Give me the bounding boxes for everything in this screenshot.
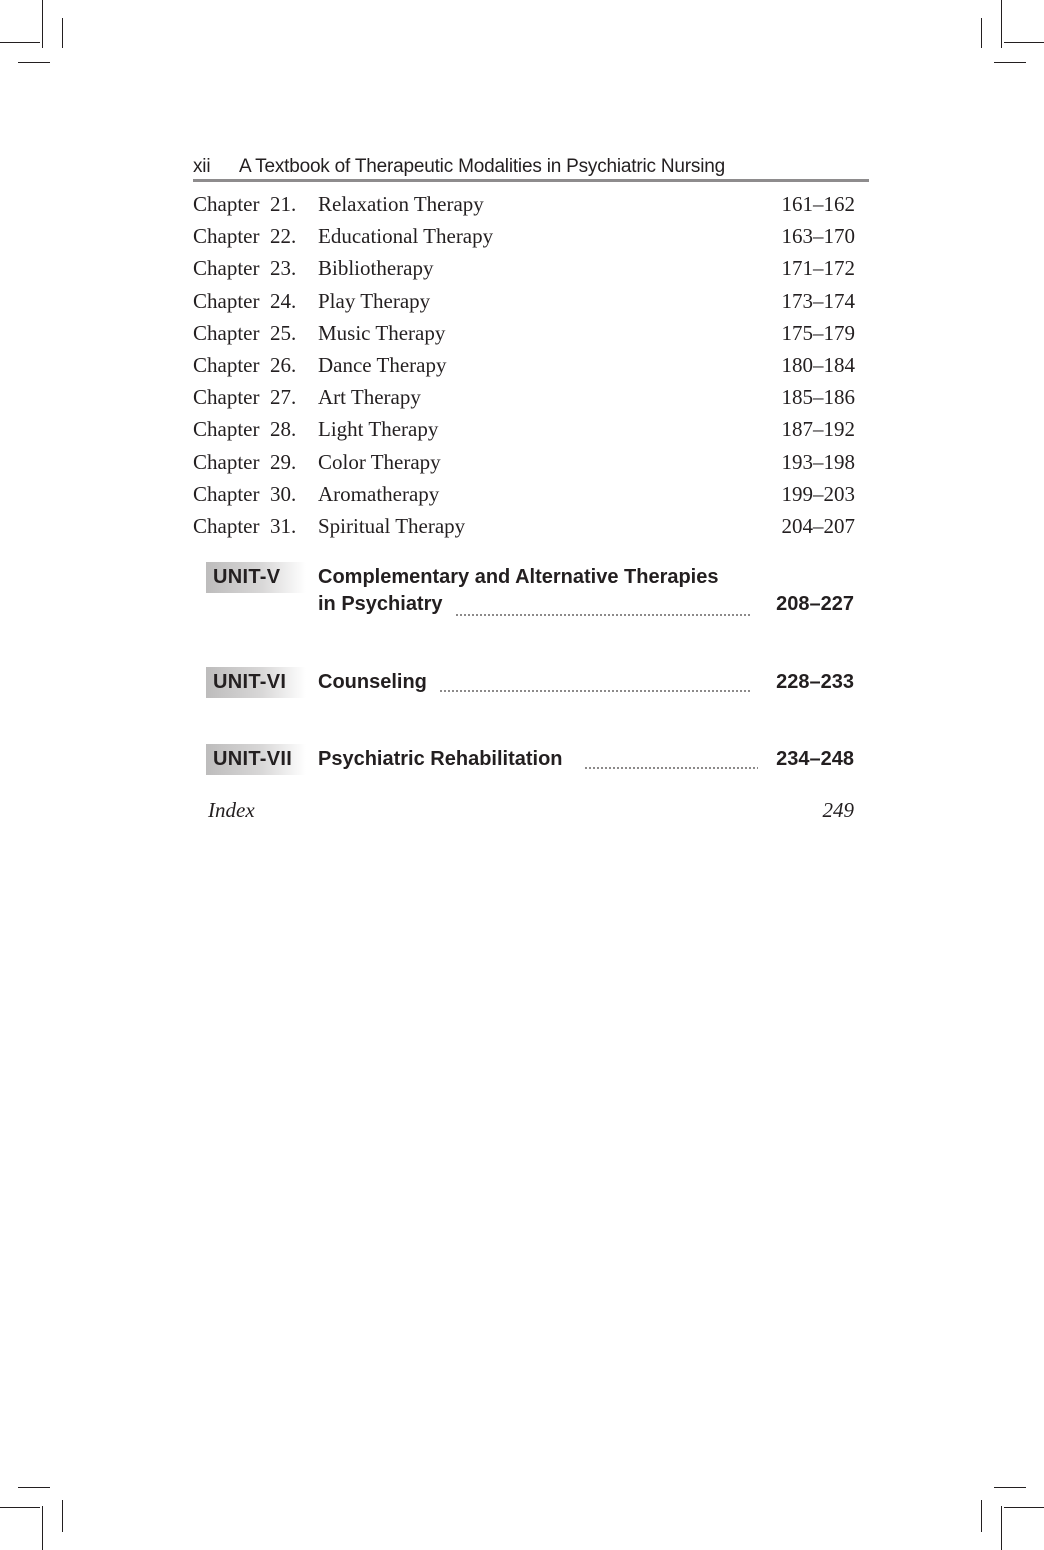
toc-entry[interactable] <box>193 285 855 317</box>
chapter-title: Light Therapy <box>318 417 439 442</box>
chapter-pages: 193–198 <box>781 449 855 474</box>
crop-mark <box>0 1507 40 1508</box>
chapter-pages: 171–172 <box>781 256 855 281</box>
crop-mark <box>42 0 43 48</box>
chapter-number: 22. <box>270 224 297 249</box>
chapter-title: Educational Therapy <box>318 224 494 249</box>
index-label: Index <box>208 798 255 822</box>
chapter-label: Chapter <box>193 320 260 345</box>
chapter-label: Chapter <box>193 192 260 216</box>
chapter-label: Chapter <box>193 224 260 249</box>
chapter-number: 30. <box>270 481 297 506</box>
index-entry[interactable] <box>208 796 854 824</box>
crop-mark <box>62 18 63 48</box>
chapter-label: Chapter <box>193 417 260 442</box>
toc-entry[interactable] <box>193 413 855 445</box>
toc-entry[interactable] <box>193 188 855 220</box>
chapter-title: Relaxation Therapy <box>318 192 484 216</box>
chapter-label: Chapter <box>193 481 260 506</box>
chapter-number: 31. <box>270 513 297 538</box>
index-pages: 249 <box>822 798 854 822</box>
chapter-label: Chapter <box>193 352 260 377</box>
chapter-list <box>193 188 855 542</box>
toc-entry[interactable] <box>193 510 855 542</box>
chapter-title: Play Therapy <box>318 288 431 313</box>
chapter-pages: 161–162 <box>781 192 855 216</box>
unit-entry[interactable] <box>206 744 854 775</box>
chapter-label: Chapter <box>193 513 260 538</box>
crop-mark <box>62 1500 63 1532</box>
chapter-pages: 204–207 <box>781 513 855 538</box>
book-title: A Textbook of Therapeutic Modalities in Psychiatric Nursing <box>239 156 725 177</box>
chapter-pages: 173–174 <box>781 288 855 313</box>
unit-entry[interactable] <box>206 562 854 622</box>
dot-leader <box>584 767 758 769</box>
chapter-label: Chapter <box>193 385 260 410</box>
toc-entry[interactable] <box>193 317 855 349</box>
chapter-pages: 163–170 <box>781 224 855 249</box>
chapter-number: 27. <box>270 385 297 410</box>
dot-leader <box>439 690 752 692</box>
chapter-title: Music Therapy <box>318 320 446 345</box>
chapter-pages: 175–179 <box>781 320 855 345</box>
chapter-title: Aromatherapy <box>318 481 440 506</box>
unit-title: Psychiatric Rehabilitation <box>318 748 563 770</box>
crop-mark <box>0 42 40 43</box>
crop-mark <box>1004 1507 1044 1508</box>
header-rule <box>193 179 869 182</box>
chapter-number: 21. <box>270 192 297 216</box>
chapter-title: Color Therapy <box>318 449 441 474</box>
chapter-title: Art Therapy <box>318 385 421 410</box>
unit-entry[interactable] <box>206 667 854 698</box>
chapter-label: Chapter <box>193 256 260 281</box>
toc-entry[interactable] <box>193 381 855 413</box>
unit-title: Complementary and Alternative Therapies <box>318 566 719 588</box>
chapter-title: Spiritual Therapy <box>318 513 466 538</box>
toc-entry[interactable] <box>193 252 855 284</box>
chapter-number: 29. <box>270 449 297 474</box>
crop-mark <box>42 1506 43 1550</box>
chapter-title: Dance Therapy <box>318 352 447 377</box>
chapter-number: 24. <box>270 288 297 313</box>
unit-pages: 234–248 <box>776 748 854 770</box>
unit-title-continued: in Psychiatry <box>318 593 443 615</box>
unit-badge: UNIT-VI <box>206 667 306 698</box>
unit-title: Counseling <box>318 671 427 693</box>
chapter-pages: 185–186 <box>781 385 855 410</box>
toc-entry[interactable] <box>193 349 855 381</box>
chapter-number: 23. <box>270 256 297 281</box>
unit-badge: UNIT-V <box>206 562 306 593</box>
chapter-pages: 199–203 <box>781 481 855 506</box>
toc-entry[interactable] <box>193 446 855 478</box>
unit-pages: 228–233 <box>776 671 854 693</box>
chapter-number: 28. <box>270 417 297 442</box>
toc-entry[interactable] <box>193 220 855 252</box>
chapter-pages: 180–184 <box>781 352 855 377</box>
crop-mark <box>981 18 982 48</box>
toc-entry[interactable] <box>193 478 855 510</box>
crop-mark <box>994 1487 1026 1488</box>
crop-mark <box>18 62 50 63</box>
crop-mark <box>1001 0 1002 48</box>
crop-mark <box>18 1487 50 1488</box>
chapter-title: Bibliotherapy <box>318 256 434 281</box>
chapter-pages: 187–192 <box>781 417 855 442</box>
unit-badge: UNIT-VII <box>206 744 306 775</box>
chapter-number: 26. <box>270 352 297 377</box>
page-folio: xii <box>193 156 211 177</box>
unit-pages: 208–227 <box>776 593 854 615</box>
crop-mark <box>1004 42 1044 43</box>
crop-mark <box>1001 1506 1002 1550</box>
chapter-label: Chapter <box>193 288 260 313</box>
chapter-number: 25. <box>270 320 297 345</box>
dot-leader <box>455 614 752 616</box>
running-header <box>193 155 868 179</box>
crop-mark <box>994 62 1026 63</box>
crop-mark <box>981 1500 982 1532</box>
chapter-label: Chapter <box>193 449 260 474</box>
